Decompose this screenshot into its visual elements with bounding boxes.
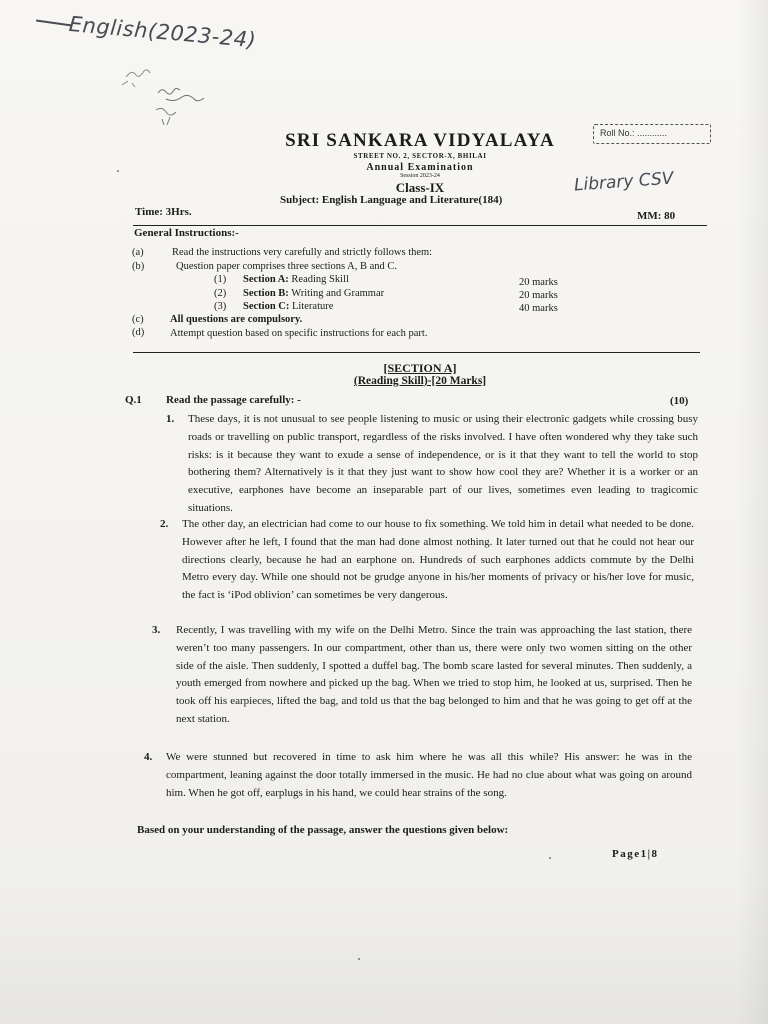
passage-paragraph: These days, it is not unusual to see people listening to music or using their electronic gadgets while crossing busy roads or travelling on public transport, regardless of the risks involved. I have often wondered why they take such risks: is it because they want to exude a sense of independence, or is it that they want to tell the world to stop bothering them? Alternatively is it that they just want to show how cool they are? Whether it is a worker or an executive, earphones have become an inseparable part of our lives, sometimes even leading to tragicomic situations.: [188, 413, 698, 514]
paper-speck: [117, 170, 119, 172]
paper-speck: [549, 857, 551, 859]
section-entry: [243, 288, 384, 299]
section-desc: Literature: [289, 301, 334, 312]
section-number: (1): [214, 274, 227, 285]
question-marks: (10): [670, 395, 689, 407]
section-a-title: [SECTION A]: [383, 361, 457, 375]
exam-session: Session 2023-24: [400, 173, 440, 179]
school-address: STREET NO. 2, SECTOR-X, BHILAI: [353, 152, 487, 160]
header-divider: [133, 225, 707, 226]
paragraph-number: 2.: [160, 518, 169, 530]
section-marks: 20 marks: [519, 277, 558, 288]
instruction-letter: (a): [132, 247, 144, 258]
section-name: Section C:: [243, 301, 290, 312]
section-marks: 20 marks: [519, 290, 558, 301]
instruction-text: Read the instructions very carefully and strictly follows them:: [172, 247, 433, 258]
paper-edge-shadow: [738, 0, 768, 1024]
instruction-letter: (b): [132, 261, 145, 272]
instruction-text: Question paper comprises three sections A, B and C.: [176, 261, 398, 272]
page-number: Page1|8: [612, 848, 659, 860]
maximum-marks: MM: 80: [637, 210, 676, 222]
question-heading: Read the passage carefully: -: [166, 394, 301, 406]
section-name: Section A:: [243, 274, 289, 285]
section-desc: Reading Skill: [288, 274, 349, 285]
question-number: Q.1: [125, 394, 142, 406]
time-allowed: Time: 3Hrs.: [135, 206, 192, 218]
paragraph-number: 4.: [144, 751, 153, 763]
section-entry: [243, 274, 349, 285]
section-number: (2): [214, 288, 227, 299]
section-marks: 40 marks: [519, 303, 558, 314]
passage-paragraph: The other day, an electrician had come to our house to fix something. We told him in detail what needed to be done. However after he left, I found that the man had done almost nothing. It later turned out that he could not hear our directions clearly, because he had an earphone on. Hundreds of such earphones addicts commute by the Delhi Metro every day. While one should not be grudge anyone in his/her moments of privacy or his/her love for music, the fact is ‘iPod oblivion’ can sometimes be very dangerous.: [182, 518, 694, 602]
instruction-text: Attempt question based on specific instructions for each part.: [170, 328, 428, 339]
handwritten-subject-title: English(2023-24): [67, 12, 258, 53]
section-a-subtitle: (Reading Skill)-[20 Marks]: [353, 375, 487, 387]
answer-instruction: Based on your understanding of the passage, answer the questions given below:: [137, 824, 509, 836]
passage-paragraph: Recently, I was travelling with my wife on the Delhi Metro. Since the train was approaching the last station, there weren’t too many passengers. In our compartment, other than us, there were only two women sitting on the other side of the aisle. Then suddenly, I spotted a duffel bag. The bomb scare lasted for several minutes. Then suddenly, a youth emerged from nowhere and picked up the bag. When we tried to stop him, he looked at us, surprised. Then he took off his earpieces, lifted the bag, and told us that the bag belonged to him and that he was going to get off at the next station.: [176, 624, 692, 725]
class-label: Class-IX: [395, 180, 445, 195]
section-entry: [243, 301, 333, 312]
section-number: (3): [214, 301, 227, 312]
exam-title: Annual Examination: [366, 162, 474, 173]
handwritten-dash: [36, 20, 72, 27]
section-desc: Writing and Grammar: [288, 288, 385, 299]
handwritten-library-note: Library CSV: [573, 168, 675, 196]
instruction-letter: (c): [132, 314, 144, 325]
instructions-divider: [133, 352, 700, 353]
school-name: SRI SANKARA VIDYALAYA: [285, 130, 555, 151]
paragraph-number: 1.: [166, 413, 175, 425]
passage-paragraph: We were stunned but recovered in time to ask him where he was all this while? His answer: he was in the compartment, leaning against the door totally immersed in the music. He had no clue about what was going on around him. When he got off, earplugs in his hand, we could hear strains of the song.: [166, 751, 692, 799]
paragraph-number: 3.: [152, 624, 161, 636]
instruction-text: All questions are compulsory.: [170, 314, 303, 325]
instructions-title: General Instructions:-: [134, 227, 239, 239]
subject-label: Subject: English Language and Literature(184): [280, 194, 503, 206]
roll-number-box: Roll No.: ............: [593, 124, 711, 144]
instruction-letter: (d): [132, 327, 145, 338]
section-name: Section B:: [243, 288, 289, 299]
paper-shadow: [0, 880, 768, 1024]
